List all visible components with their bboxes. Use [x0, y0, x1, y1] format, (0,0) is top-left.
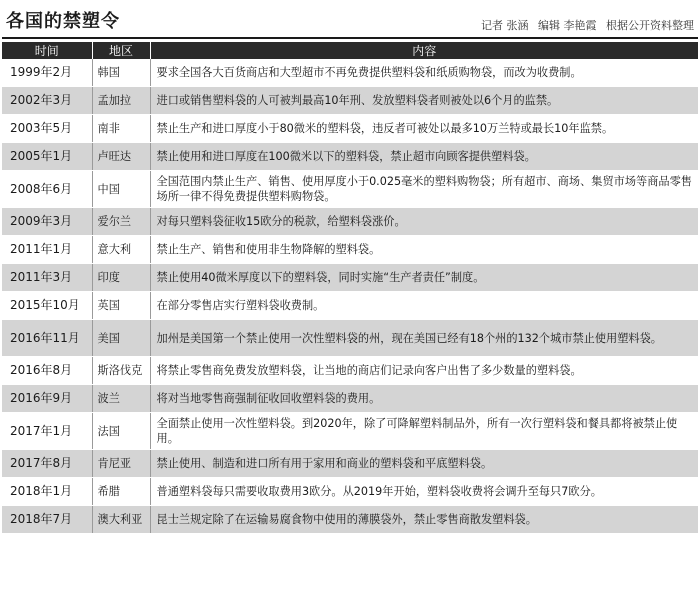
table-row: [2, 506, 698, 534]
credit-line: [475, 17, 694, 33]
header-bar: [2, 0, 698, 39]
cell-time: 2018年1月: [2, 478, 92, 506]
cell-content: 要求全国各大百货商店和大型超市不再免费提供塑料袋和纸质购物袋，而改为收费制。: [150, 59, 698, 87]
cell-time: 2008年6月: [2, 171, 92, 208]
table-row: [2, 413, 698, 450]
cell-region: 英国: [92, 292, 150, 320]
cell-region: 卢旺达: [92, 143, 150, 171]
cell-content: 全国范围内禁止生产、销售、使用厚度小于0.025毫米的塑料购物袋；所有超市、商场、集贸市场等商品零售场所一律不得免费提供塑料购物袋。: [150, 171, 698, 208]
cell-content: 将对当地零售商强制征收回收塑料袋的费用。: [150, 385, 698, 413]
table-row: [2, 208, 698, 236]
cell-time: 2002年3月: [2, 87, 92, 115]
cell-content: 全面禁止使用一次性塑料袋。到2020年，除了可降解塑料制品外，所有一次行塑料袋和餐具都将被禁止使用。: [150, 413, 698, 450]
cell-time: 2016年11月: [2, 320, 92, 357]
cell-time: 2003年5月: [2, 115, 92, 143]
cell-content: 昆士兰规定除了在运输易腐食物中使用的薄膜袋外，禁止零售商散发塑料袋。: [150, 506, 698, 534]
cell-time: 2015年10月: [2, 292, 92, 320]
cell-region: 爱尔兰: [92, 208, 150, 236]
table-row: [2, 292, 698, 320]
cell-time: 2018年7月: [2, 506, 92, 534]
cell-content: 普通塑料袋每只需要收取费用3欧分。从2019年开始，塑料袋收费将会调升至每只7欧分。: [150, 478, 698, 506]
table-row: [2, 236, 698, 264]
cell-time: 2017年8月: [2, 450, 92, 478]
table-row: [2, 450, 698, 478]
cell-region: 斯洛伐克: [92, 357, 150, 385]
cell-region: 意大利: [92, 236, 150, 264]
cell-region: 澳大利亚: [92, 506, 150, 534]
table-row: [2, 385, 698, 413]
credit-editor: 编辑 李艳霞: [538, 19, 597, 32]
cell-time: 2009年3月: [2, 208, 92, 236]
table-row: [2, 264, 698, 292]
cell-content: 在部分零售店实行塑料袋收费制。: [150, 292, 698, 320]
cell-time: 2016年9月: [2, 385, 92, 413]
ban-table: [2, 42, 698, 534]
cell-content: 进口或销售塑料袋的人可被判最高10年刑、发放塑料袋者则被处以6个月的监禁。: [150, 87, 698, 115]
table-row: [2, 143, 698, 171]
cell-content: 加州是美国第一个禁止使用一次性塑料袋的州，现在美国已经有18个州的132个城市禁止使用塑料袋。: [150, 320, 698, 357]
table-row: [2, 59, 698, 87]
cell-content: 将禁止零售商免费发放塑料袋，让当地的商店们记录向客户出售了多少数量的塑料袋。: [150, 357, 698, 385]
page-title: 各国的禁塑令: [6, 11, 120, 32]
table-row: [2, 478, 698, 506]
credit-source: 根据公开资料整理: [606, 19, 694, 32]
cell-time: 2005年1月: [2, 143, 92, 171]
header-time: 时间: [2, 42, 92, 59]
table-row: [2, 115, 698, 143]
cell-time: 2016年8月: [2, 357, 92, 385]
table-header-row: [2, 42, 698, 59]
header-region: 地区: [92, 42, 150, 59]
cell-region: 美国: [92, 320, 150, 357]
cell-content: 禁止使用40微米厚度以下的塑料袋，同时实施“生产者责任”制度。: [150, 264, 698, 292]
cell-time: 2017年1月: [2, 413, 92, 450]
cell-content: 对每只塑料袋征收15欧分的税款，给塑料袋涨价。: [150, 208, 698, 236]
cell-region: 孟加拉: [92, 87, 150, 115]
cell-content: 禁止生产和进口厚度小于80微米的塑料袋，违反者可被处以最多10万兰特或最长10年监禁。: [150, 115, 698, 143]
cell-region: 韩国: [92, 59, 150, 87]
cell-region: 印度: [92, 264, 150, 292]
cell-region: 肯尼亚: [92, 450, 150, 478]
cell-region: 法国: [92, 413, 150, 450]
cell-region: 中国: [92, 171, 150, 208]
table-row: [2, 320, 698, 357]
table-row: [2, 357, 698, 385]
credit-author: 记者 张涵: [481, 19, 529, 32]
cell-content: 禁止使用、制造和进口所有用于家用和商业的塑料袋和平底塑料袋。: [150, 450, 698, 478]
cell-time: 1999年2月: [2, 59, 92, 87]
table-row: [2, 87, 698, 115]
cell-content: 禁止生产、销售和使用非生物降解的塑料袋。: [150, 236, 698, 264]
cell-region: 希腊: [92, 478, 150, 506]
cell-region: 南非: [92, 115, 150, 143]
header-content: 内容: [150, 42, 698, 59]
cell-content: 禁止使用和进口厚度在100微米以下的塑料袋，禁止超市向顾客提供塑料袋。: [150, 143, 698, 171]
cell-region: 波兰: [92, 385, 150, 413]
table-row: [2, 171, 698, 208]
cell-time: 2011年3月: [2, 264, 92, 292]
cell-time: 2011年1月: [2, 236, 92, 264]
